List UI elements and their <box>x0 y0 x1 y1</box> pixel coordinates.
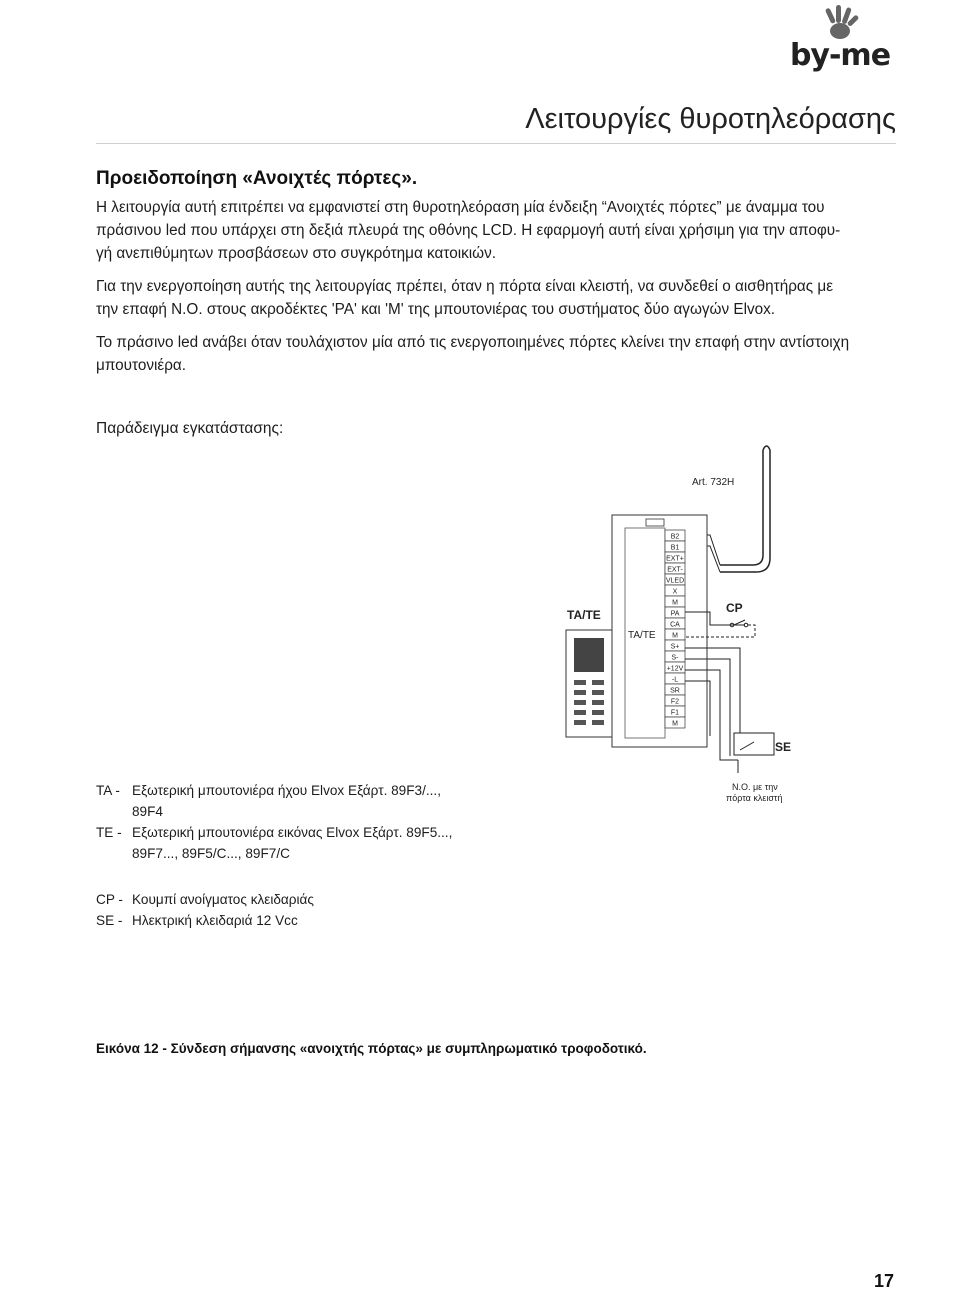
page-number: 17 <box>874 1271 895 1291</box>
terminal-label: X <box>672 588 678 596</box>
title-divider <box>96 143 896 144</box>
legend-ta-te <box>96 780 452 864</box>
terminal-label: F2 <box>670 698 680 706</box>
no-label-line1: N.O. με την <box>732 782 778 792</box>
terminal-label: S+ <box>670 643 680 651</box>
legend-code: CP - <box>96 892 123 907</box>
example-label: Παράδειγμα εγκατάστασης: <box>96 420 284 437</box>
legend-code: SE - <box>96 913 123 928</box>
legend-code: TE - <box>96 825 122 840</box>
brand-name: by-me <box>789 38 891 73</box>
section-title: Λειτουργίες θυροτηλεόρασης <box>525 103 896 135</box>
terminal-label: B1 <box>670 544 680 552</box>
terminal-label: SR <box>670 687 680 695</box>
legend-cp-se <box>96 889 314 931</box>
paragraph-line: Η λειτουργία αυτή επιτρέπει να εμφανιστεί στη θυροτηλεόραση μία ένδειξη “Ανοιχτές πόρτες” με άναμμα του <box>96 199 825 216</box>
legend-text: Κουμπί ανοίγματος κλειδαριάς <box>132 892 314 907</box>
paragraph-line: γή ανεπιθύμητων προσβάσεων στο συγκρότημα κατοικιών. <box>96 245 496 262</box>
paragraph-line: μπουτονιέρα. <box>96 357 187 374</box>
legend-code: TA - <box>96 783 120 798</box>
terminal-label: M <box>672 632 678 640</box>
terminal-label: -L <box>671 676 679 684</box>
legend-text: Εξωτερική μπουτονιέρα ήχου Elvox Εξάρτ. 89F3/..., <box>132 783 441 798</box>
panel-label: TA/TE <box>567 608 601 622</box>
paragraph-1 <box>96 196 898 265</box>
se-label: SE <box>775 740 792 754</box>
electric-lock <box>734 733 774 755</box>
paragraph-line: Για την ενεργοποίηση αυτής της λειτουργίας πρέπει, όταν η πόρτα είναι κλειστή, να συνδεθεί ο αισθητήρας με <box>96 278 834 295</box>
terminal-label: VLED <box>665 577 685 585</box>
terminal-label: PA <box>670 610 680 618</box>
terminal-label: F1 <box>670 709 680 717</box>
panel-connector <box>646 519 664 526</box>
brand-logo <box>780 4 900 76</box>
terminal-label: EXT+ <box>666 555 684 563</box>
paragraph-line: την επαφή N.O. στους ακροδέκτες 'PA' και 'M' της μπουτονιέρας του συστήματος δύο αγωγών Elvox. <box>96 301 776 318</box>
terminal-label: M <box>672 599 678 607</box>
art-label: Art. 732H <box>692 477 735 488</box>
coax-cable <box>720 450 763 565</box>
no-label-line2: πόρτα κλειστή <box>726 793 783 803</box>
terminal-label: CA <box>670 621 680 629</box>
terminal-label: M <box>672 720 678 728</box>
paragraph-line: Το πράσινο led ανάβει όταν τουλάχιστον μία από τις ενεργοποιημένες πόρτες κλείνει την επαφή στην αντίστοιχη <box>96 334 850 351</box>
terminal-label: B2 <box>670 533 680 541</box>
legend-text: Εξωτερική μπουτονιέρα εικόνας Elvox Εξάρτ. 89F5..., <box>132 825 453 840</box>
terminal-block <box>665 530 685 728</box>
cp-label: CP <box>726 601 743 615</box>
terminal-label: S- <box>671 654 679 662</box>
legend-text: 89F7..., 89F5/C..., 89F7/C <box>132 846 290 861</box>
paragraph-line: πράσινου led που υπάρχει στη δεξιά πλευρά της οθόνης LCD. Η εφαρμογή αυτή είναι χρήσιμη για την αποφυ- <box>96 222 841 239</box>
paragraph-2 <box>96 275 898 321</box>
inner-label: TA/TE <box>628 630 656 641</box>
legend-text: Ηλεκτρική κλειδαριά 12 Vcc <box>132 913 298 928</box>
figure-caption: Εικόνα 12 - Σύνδεση σήμανσης «ανοιχτής πόρτας» με συμπληρωματικό τροφοδοτικό. <box>96 1041 647 1056</box>
cp-switch <box>734 620 745 625</box>
heading: Προειδοποίηση «Ανοιχτές πόρτες». <box>96 168 418 189</box>
paragraph-3 <box>96 331 898 377</box>
terminal-label: +12V <box>666 665 684 673</box>
door-panel-camera <box>574 638 604 672</box>
wiring-diagram <box>550 440 800 810</box>
terminal-label: EXT- <box>667 566 683 574</box>
legend-text: 89F4 <box>132 804 163 819</box>
